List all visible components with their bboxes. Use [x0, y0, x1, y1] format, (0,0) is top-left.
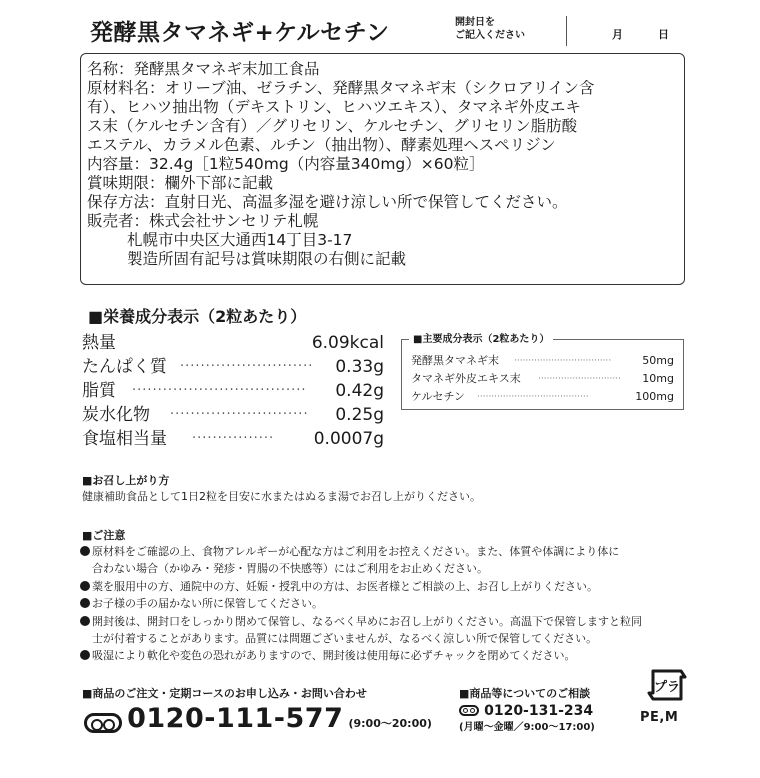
usage-text: 健康補助食品として1日2粒を目安に水またはぬるま湯でお召し上がりください。: [82, 490, 481, 503]
caution-text: 開封後は、開封口をしっかり閉めて保管し、なるべく早めにお召し上がりください。高温下で保管しますと粒同: [92, 615, 642, 628]
ingredient-line: 有）、ヒハツ抽出物（デキストリン、ヒハツエキス）、タマネギ外皮エキ: [87, 98, 581, 116]
seller-address: 札幌市中央区大通西14丁目3-17: [127, 231, 353, 249]
ingredient-line: ス末（ケルセチン含有）／グリセリン、ケルセチン、グリセリン脂肪酸: [87, 117, 578, 135]
nutrition-value: 6.09kcal: [311, 333, 384, 353]
leader-dots: ················: [192, 431, 275, 446]
nutrition-label: 炭水化物: [82, 405, 150, 425]
freedial-icon: [459, 705, 479, 716]
bullet-icon: [80, 546, 90, 556]
nutrition-label: 脂質: [82, 381, 116, 401]
ingredient-line: 販売者：株式会社サンセリテ札幌: [87, 212, 319, 230]
nutrition-row: [82, 403, 384, 427]
usage-heading: ■お召し上がり方: [82, 474, 170, 487]
ingredient-line: 名称：発酵黒タマネギ末加工食品: [87, 60, 320, 78]
manufacturer-note: 製造所固有記号は賞味期限の右側に記載: [127, 250, 407, 268]
order-phone[interactable]: 0120-111-577: [127, 703, 344, 734]
consult-phone[interactable]: 0120-131-234: [484, 703, 594, 719]
component-value: 10mg: [642, 372, 674, 385]
nutrition-label: 熱量: [82, 333, 116, 353]
order-phone-block: [84, 703, 432, 734]
component-row: [411, 352, 674, 370]
bullet-icon: [80, 616, 90, 626]
component-label: ケルセチン: [411, 390, 465, 403]
nutrition-row: [82, 331, 384, 355]
ingredient-line: 原材料名：オリーブ油、ゼラチン、発酵黒タマネギ末（シクロアリイン含: [87, 79, 595, 97]
component-value: 100mg: [635, 390, 674, 403]
leader-dots: ··································: [514, 356, 612, 366]
order-hours: (9:00〜20:00): [348, 717, 432, 730]
nutrition-value: 0.33g: [335, 357, 384, 377]
caution-item: [80, 613, 695, 647]
consult-phone-block: [459, 700, 593, 719]
nutrition-value: 0.25g: [335, 405, 384, 425]
nutrition-label: 食塩相当量: [82, 429, 167, 449]
ingredient-line: 内容量：32.4g［1粒540mg（内容量340mg）×60粒］: [87, 155, 485, 173]
opened-date-label: [455, 16, 555, 42]
freedial-icon: [84, 713, 122, 733]
consult-heading: ■商品等についてのご相談: [459, 687, 591, 700]
recycle-mark-icon: [645, 665, 689, 705]
ingredients-panel: [80, 53, 685, 285]
opened-date-label-line2: ご記入ください: [455, 30, 525, 41]
month-label: 月: [612, 28, 623, 41]
caution-text: 原材料をご確認の上、食物アレルギーが心配な方はご利用をお控えください。また、体質や体調により体に: [92, 545, 620, 558]
caution-text: 薬を服用中の方、通院中の方、妊娠・授乳中の方は、お医者様とご相談の上、お召し上がりください。: [92, 580, 598, 593]
caution-heading: ■ご注意: [82, 529, 126, 542]
caution-item: [80, 578, 695, 595]
order-heading: ■商品のご注文・定期コースのお申し込み・お問い合わせ: [82, 687, 367, 700]
day-label: 日: [658, 28, 669, 41]
date-divider: [566, 16, 567, 46]
recycle-mark-text: プラ: [653, 679, 681, 694]
nutrition-value: 0.42g: [335, 381, 384, 401]
bullet-icon: [80, 598, 90, 608]
caution-text: お子様の手の届かない所に保管してください。: [92, 597, 323, 610]
caution-text-cont: 士が付着することがあります。品質には問題ございませんが、なるべく涼しい所で保管してください。: [92, 632, 598, 645]
bullet-icon: [80, 650, 90, 660]
consult-hours: (月曜〜金曜／9:00〜17:00): [459, 722, 595, 733]
caution-item: [80, 543, 695, 577]
leader-dots: ··································: [132, 383, 307, 398]
nutrition-row: [82, 427, 384, 451]
caution-text: 吸湿により軟化や変色の恐れがありますので、開封後は使用毎に必ずチャックを閉めてください。: [92, 649, 576, 662]
component-value: 50mg: [642, 354, 674, 367]
ingredient-line: 賞味期限：欄外下部に記載: [87, 174, 274, 192]
product-title: 発酵黒タマネギ+ケルセチン: [90, 20, 390, 46]
component-row: [411, 370, 674, 388]
leader-dots: ·····························: [538, 374, 621, 384]
leader-dots: ·······································: [477, 392, 589, 402]
caution-item: [80, 647, 695, 664]
caution-item: [80, 595, 695, 612]
leader-dots: ···························: [170, 407, 309, 422]
nutrition-value: 0.0007g: [313, 429, 384, 449]
nutrition-label: たんぱく質: [82, 357, 167, 377]
components-heading: ■主要成分表示（2粒あたり）: [409, 330, 553, 345]
component-row: [411, 388, 674, 406]
opened-date-label-line1: 開封日を: [455, 17, 495, 28]
component-label: タマネギ外皮エキス末: [411, 372, 521, 385]
ingredient-line: エステル、カラメル色素、ルチン（抽出物）、酵素処理ヘスペリジン: [87, 136, 556, 154]
nutrition-heading: ■栄養成分表示（2粒あたり）: [88, 307, 307, 326]
component-label: 発酵黒タマネギ末: [411, 354, 499, 367]
nutrition-row: [82, 355, 384, 379]
ingredient-line: 保存方法：直射日光、高温多湿を避け涼しい所で保管してください。: [87, 193, 568, 211]
bullet-icon: [80, 581, 90, 591]
caution-text-cont: 合わない場合（かゆみ・発疹・胃腸の不快感等）にはご利用をお止めください。: [92, 562, 488, 575]
nutrition-row: [82, 379, 384, 403]
leader-dots: ··························: [180, 359, 314, 374]
recycle-material-label: PE,M: [640, 710, 679, 725]
